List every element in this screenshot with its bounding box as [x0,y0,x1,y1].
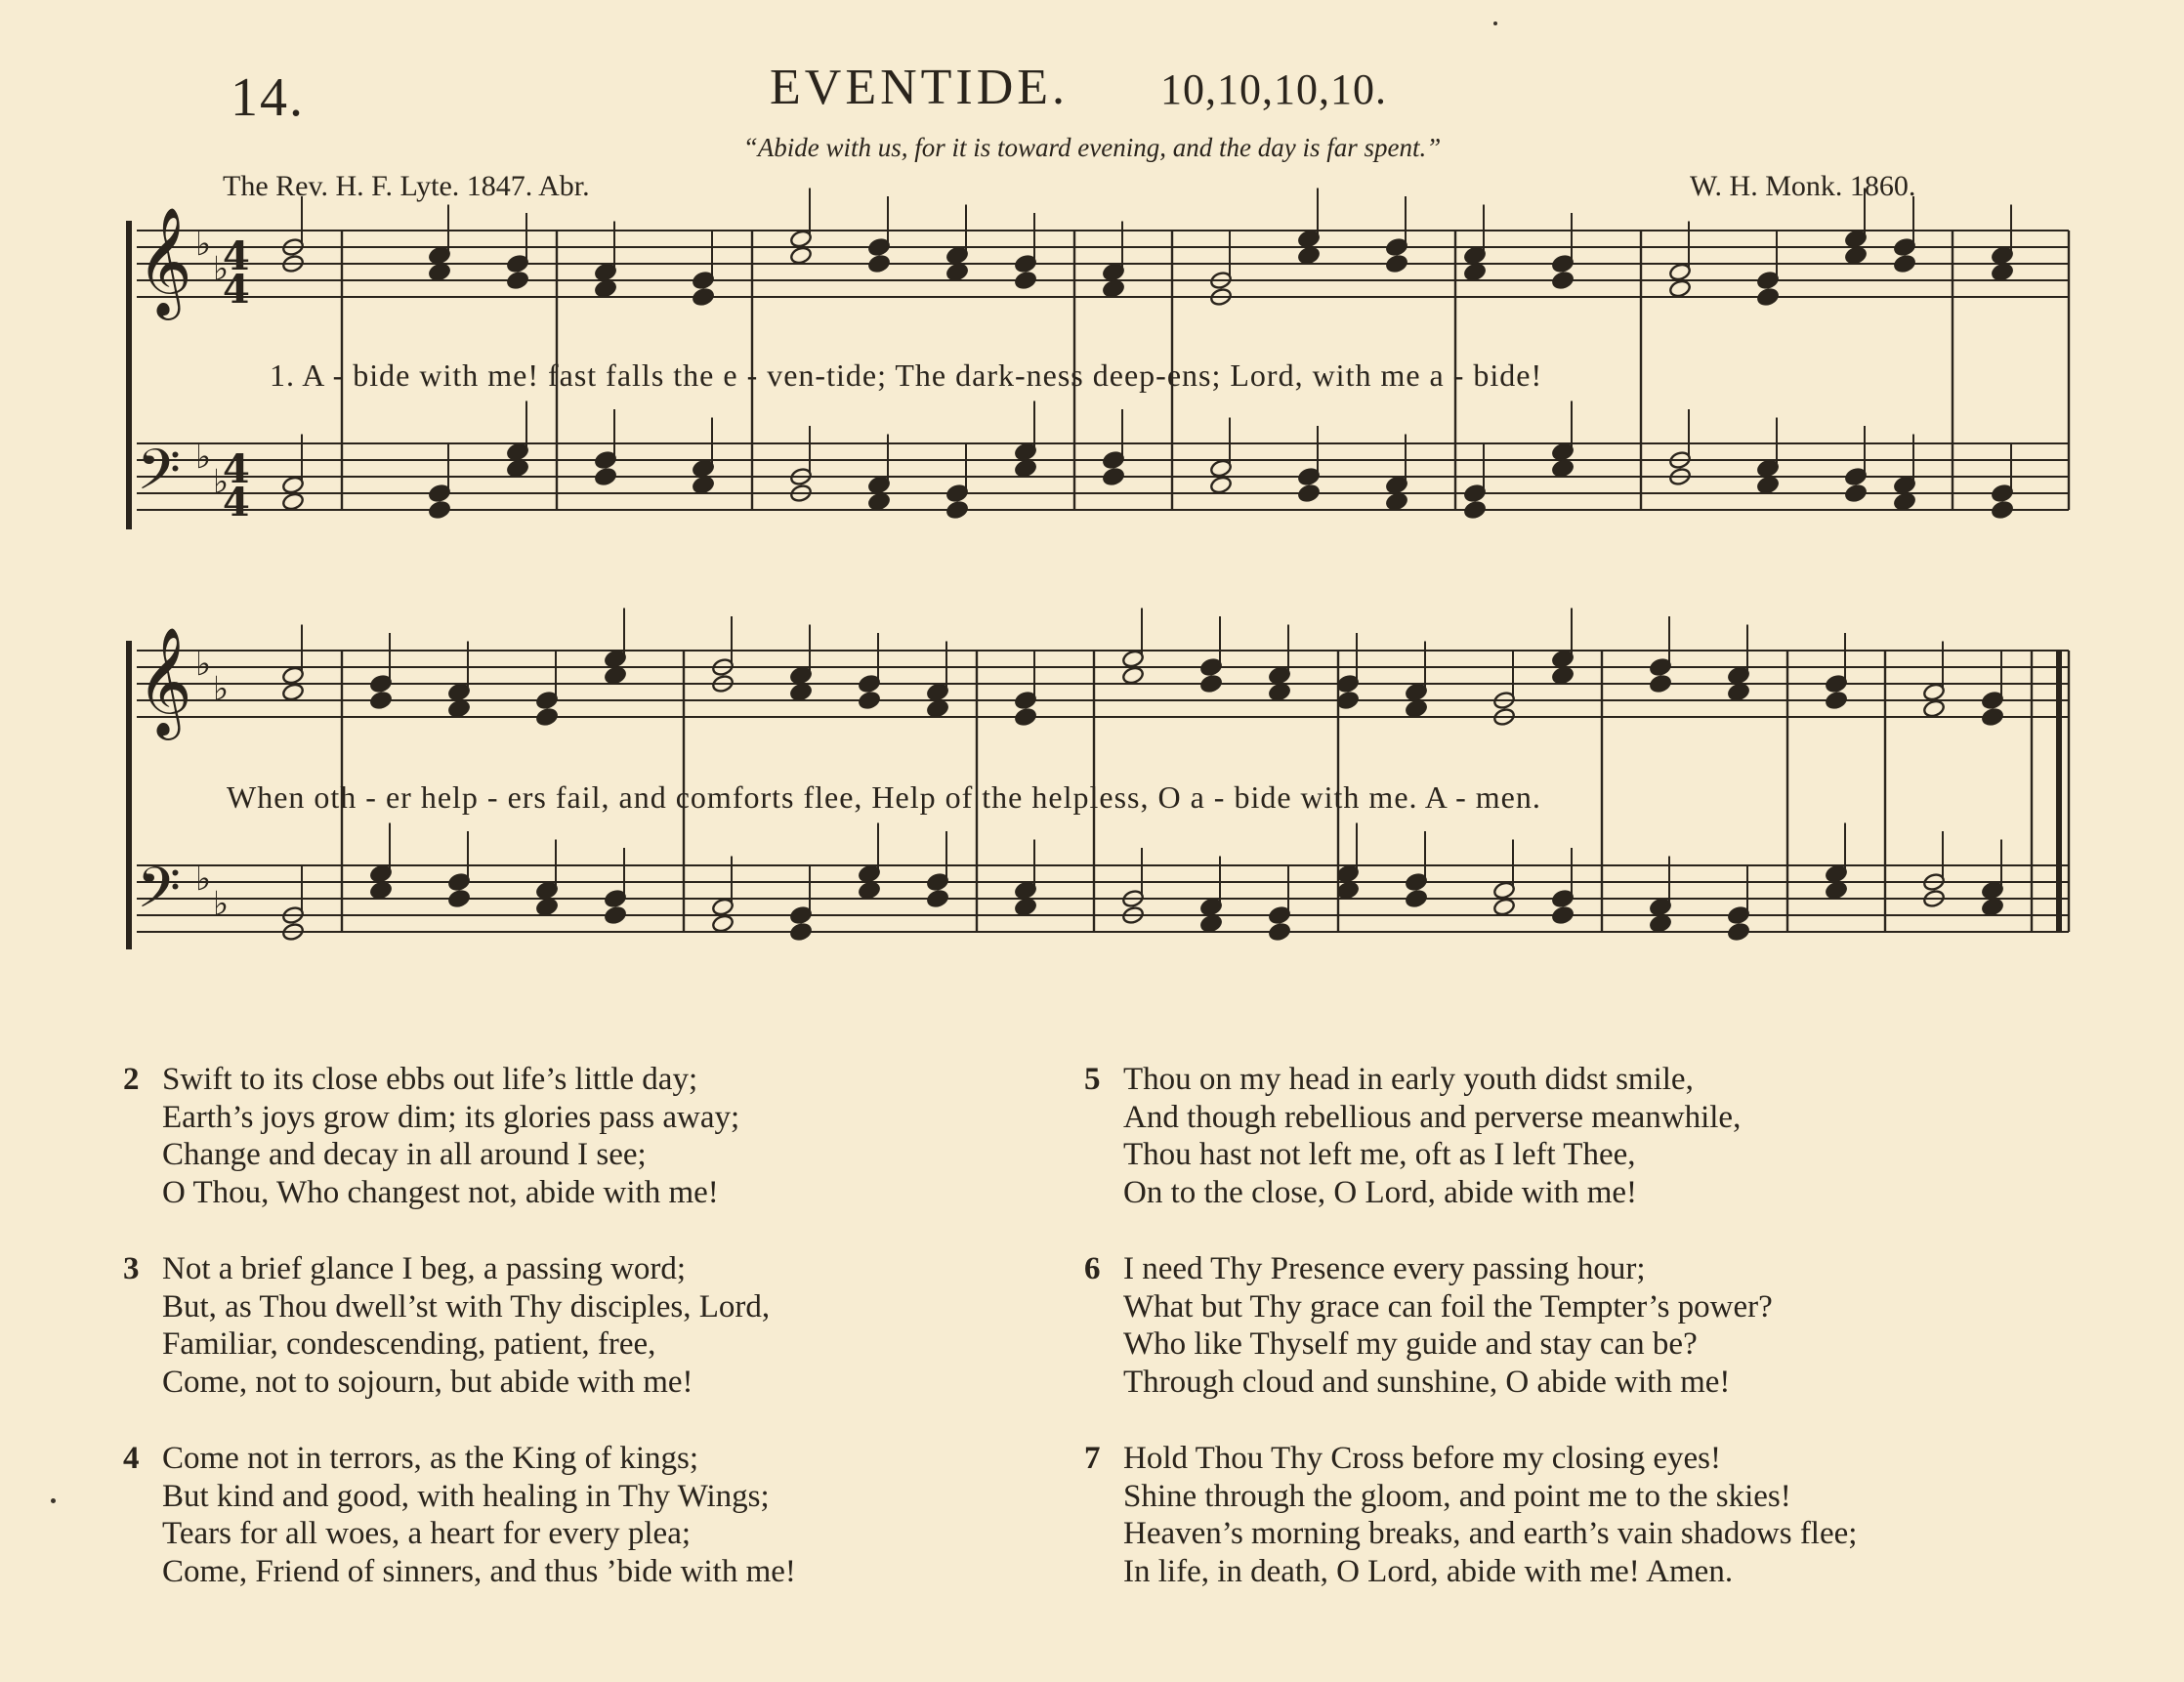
note-head [1014,459,1037,479]
note-head [1385,492,1408,512]
note-head [1991,263,2014,282]
note-head [1668,279,1692,299]
note-head [1102,467,1125,486]
treble-clef: 𝄞 [137,626,192,736]
note-head [1551,666,1575,686]
note-head [858,881,881,901]
hymn-title: EVENTIDE. [770,60,1070,115]
note-head [1981,707,2004,727]
clefs-and-signatures [137,206,250,935]
note-head [1336,691,1360,710]
note-head [369,691,393,710]
note-head [692,476,715,495]
verse-line: Come, Friend of sinners, and thus ’bide with me! [162,1553,796,1589]
verse-2 [123,1061,740,1211]
verse-line: In life, in death, O Lord, abide with me! Amen. [1123,1553,1734,1589]
verse-line: Familiar, condescending, patient, free, [162,1326,656,1362]
note-head [1405,699,1428,719]
hymn-meter: 10,10,10,10. [1160,65,1387,113]
verse-line: Tears for all woes, a heart for every plea; [162,1516,692,1551]
bar-lines [129,221,2069,949]
verse-line: I need Thy Presence every passing hour; [1123,1251,1646,1286]
note-head [867,254,891,273]
note-head [1727,683,1750,702]
flat-sign: ♭ [195,438,212,477]
lyrics-line-2: When oth - er help - ers fail, and comforts flee, Help of the helpless, O a - bide with me. A - men. [227,779,1541,815]
note-head [1297,484,1321,503]
lyrics-line-1: 1. A - bide with me! fast falls the e - ven-tide; The dark-ness deep-ens; Lord, with me a - bide! [270,357,1543,393]
note-head [1268,683,1291,702]
note-head [1199,914,1223,934]
note-head [1756,476,1780,495]
note-head [1551,271,1575,290]
flat-sign: ♭ [213,249,230,289]
verse-number: 6 [1084,1251,1101,1286]
note-head [1209,476,1233,495]
verse-line: Come not in terrors, as the King of kings; [162,1441,699,1476]
verse-line: Earth’s joys grow dim; its glories pass away; [162,1099,740,1135]
time-signature: 4 [223,446,250,492]
verse-line: Who like Thyself my guide and stay can be? [1123,1326,1698,1362]
staff-lines [137,231,2069,932]
verse-number: 5 [1084,1062,1101,1097]
hymn-number: 14. [231,67,305,128]
verse-line: Swift to its close ebbs out life’s little day; [162,1062,698,1097]
note-head [604,905,627,925]
note-head [604,666,627,686]
note-head [1405,889,1428,908]
verse-number: 4 [123,1441,140,1476]
note-head [1199,674,1223,694]
note-head [447,699,471,719]
note-head [1551,459,1575,479]
verse-number: 3 [123,1251,140,1286]
note-head [1268,922,1291,942]
composer-credit: W. H. Monk. 1860. [1690,170,1916,202]
verse-line: Not a brief glance I beg, a passing word; [162,1251,687,1286]
note-head [1336,881,1360,901]
note-head [1102,279,1125,299]
verse-line: O Thou, Who changest not, abide with me! [162,1174,719,1210]
note-head [1981,898,2004,917]
note-head [945,500,969,520]
flat-sign: ♭ [195,860,212,899]
verse-number: 7 [1084,1441,1101,1476]
note-head [1463,500,1487,520]
verse-line: Shine through the gloom, and point me to the skies! [1123,1478,1791,1514]
bass-clef: 𝄢 [137,437,182,517]
note-head [1014,271,1037,290]
verse-line: And though rebellious and perverse meanwhile, [1123,1099,1742,1135]
verse-7 [1084,1440,1858,1590]
time-signature: 4 [223,233,250,279]
verse-6 [1084,1250,1773,1401]
note-head [1844,484,1868,503]
note-head [1893,492,1916,512]
verse-3 [123,1250,771,1401]
note-head [789,683,813,702]
time-signature: 4 [223,267,250,313]
note-head [1492,898,1516,917]
note-head [535,707,559,727]
flat-sign: ♭ [195,225,212,264]
epigraph: “Abide with us, for it is toward evening, and the day is far spent.” [742,133,1442,162]
verse-line: Thou on my head in early youth didst smile, [1123,1062,1694,1097]
verse-line: What but Thy grace can foil the Tempter’s power? [1123,1288,1773,1325]
note-head [428,263,451,282]
verse-line: Heaven’s morning breaks, and earth’s vain shadows flee; [1123,1516,1858,1551]
author-credit: The Rev. H. F. Lyte. 1847. Abr. [223,170,590,202]
note-head [1727,922,1750,942]
bass-clef: 𝄢 [137,855,182,935]
flat-sign: ♭ [195,645,212,684]
verse-line: But kind and good, with healing in Thy Wings; [162,1478,770,1514]
note-head [789,246,813,266]
flat-sign: ♭ [213,462,230,502]
verse-line: Through cloud and sunshine, O abide with me! [1123,1364,1731,1400]
note-head [281,683,305,702]
note-head [1463,263,1487,282]
note-head [1385,254,1408,273]
note-head [1825,881,1848,901]
verse-line: Come, not to sojourn, but abide with me! [162,1364,693,1400]
verse-line: But, as Thou dwell’st with Thy disciples, Lord, [162,1288,771,1325]
note-head [506,459,529,479]
verse-number: 2 [123,1062,140,1097]
note-head [945,263,969,282]
note-head [711,914,735,934]
note-head [428,500,451,520]
note-head [1844,246,1868,266]
note-head [692,287,715,307]
time-signature: 4 [223,480,250,526]
note-head [1756,287,1780,307]
flat-sign: ♭ [213,884,230,924]
verse-line: On to the close, O Lord, abide with me! [1123,1174,1638,1210]
note-head [1649,914,1672,934]
note-head [1825,691,1848,710]
note-head [858,691,881,710]
note-head [1551,905,1575,925]
note-head [867,492,891,512]
flat-sign: ♭ [213,669,230,709]
verse-line: Hold Thou Thy Cross before my closing eyes! [1123,1441,1721,1476]
note-head [1991,500,2014,520]
note-head [1014,898,1037,917]
note-head [1297,246,1321,266]
note-head [447,889,471,908]
verse-line: Thou hast not left me, oft as I left Thee, [1123,1137,1636,1172]
verse-5 [1084,1061,1742,1211]
note-head [1121,666,1145,686]
note-head [789,922,813,942]
note-head [369,881,393,901]
verse-4 [123,1440,796,1590]
note-head [1649,674,1672,694]
note-head [1922,699,1946,719]
note-head [594,279,617,299]
note-head [506,271,529,290]
note-head [926,889,949,908]
note-head [535,898,559,917]
note-head [1014,707,1037,727]
verse-line: Change and decay in all around I see; [162,1137,647,1172]
treble-clef: 𝄞 [137,206,192,315]
note-heads [281,189,2014,942]
note-head [926,699,949,719]
note-head [281,492,305,512]
note-head [594,467,617,486]
note-head [1893,254,1916,273]
